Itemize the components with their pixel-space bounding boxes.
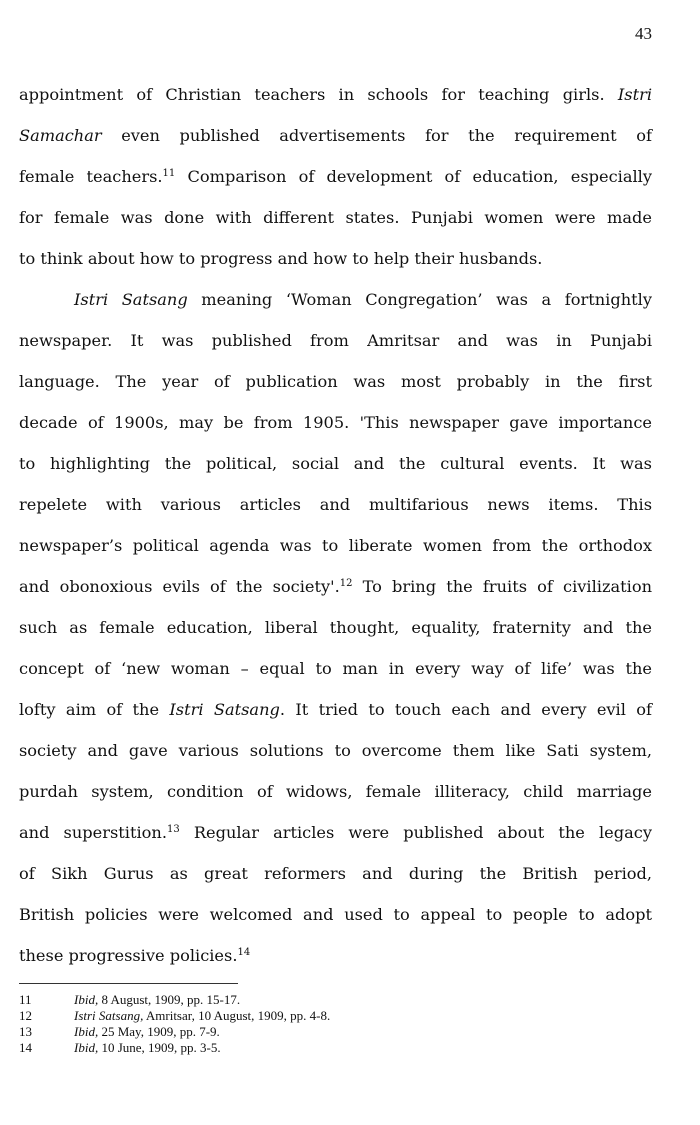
paragraph — [19, 285, 652, 982]
text-line — [19, 490, 652, 531]
italic-title: Istri Satsang — [169, 700, 280, 719]
text-run: To bring the fruits of civilization — [352, 577, 652, 596]
text-run: for female was done with different states. Punjabi women were made — [19, 208, 652, 227]
text-line — [19, 203, 652, 244]
text-line — [19, 367, 652, 408]
text-run: Comparison of development of education, especially — [175, 167, 652, 186]
text-line — [19, 818, 652, 859]
text-line — [19, 244, 652, 285]
footnote-number: 11 — [19, 992, 32, 1007]
italic-title: Istri Satsang — [74, 290, 188, 309]
text-run: and obonoxious evils of the society'. — [19, 577, 340, 596]
text-line — [19, 941, 652, 982]
footnote-text — [74, 1024, 220, 1040]
footnote-text — [74, 1040, 221, 1056]
text-run: meaning ‘Woman Congregation’ was a fortnightly — [187, 290, 652, 309]
footnote-source: Istri Satsang, — [74, 1008, 144, 1023]
footnote-number: 14 — [19, 1040, 32, 1055]
footnote — [19, 992, 330, 1008]
text-run: and superstition. — [19, 823, 167, 842]
italic-title: Istri — [617, 85, 652, 104]
text-run: language. The year of publication was most probably in the first — [19, 372, 652, 391]
text-line — [19, 408, 652, 449]
page-number: 43 — [635, 24, 652, 43]
footnote-reference: 14 — [237, 947, 251, 958]
footnote-citation: 25 May, 1909, pp. 7-9. — [98, 1024, 220, 1039]
footnote-source: Ibid, — [74, 1040, 99, 1055]
footnote-number: 12 — [19, 1008, 32, 1023]
text-line — [19, 572, 652, 613]
footnote — [19, 1008, 330, 1024]
text-line — [19, 613, 652, 654]
text-run: Regular articles were published about the legacy — [179, 823, 652, 842]
footnote — [19, 1024, 330, 1040]
text-line — [19, 531, 652, 572]
footnotes — [19, 992, 330, 1056]
footnote-reference: 12 — [339, 578, 353, 589]
text-line — [19, 80, 652, 121]
text-run: concept of ‘new woman – equal to man in every way of life’ was the — [19, 659, 652, 678]
text-run: female teachers. — [19, 167, 163, 186]
text-line — [19, 449, 652, 490]
text-run: to think about how to progress and how to help their husbands. — [19, 249, 543, 268]
text-line — [19, 695, 652, 736]
text-line — [19, 736, 652, 777]
text-line — [19, 777, 652, 818]
footnote — [19, 1040, 330, 1056]
text-line — [19, 900, 652, 941]
text-line — [19, 859, 652, 900]
text-run: British policies were welcomed and used to appeal to people to adopt — [19, 905, 652, 924]
footnote-reference: 11 — [162, 168, 176, 179]
text-line — [19, 285, 652, 326]
footnote-separator — [19, 983, 238, 984]
footnote-source: Ibid, — [74, 992, 99, 1007]
footnote-number: 13 — [19, 1024, 32, 1039]
paragraph — [19, 80, 652, 285]
footnote-text — [74, 1008, 330, 1024]
text-run: purdah system, condition of widows, female illiteracy, child marriage — [19, 782, 652, 801]
footnote-text — [74, 992, 240, 1008]
text-run: repelete with various articles and multifarious news items. This — [19, 495, 652, 514]
text-line — [19, 326, 652, 367]
text-run: such as female education, liberal thought, equality, fraternity and the — [19, 618, 652, 637]
text-run: to highlighting the political, social and the cultural events. It was — [19, 454, 652, 473]
footnote-source: Ibid, — [74, 1024, 99, 1039]
text-line — [19, 654, 652, 695]
footnote-citation: 10 June, 1909, pp. 3-5. — [98, 1040, 221, 1055]
body-text — [19, 80, 652, 982]
italic-title: Samachar — [19, 126, 102, 145]
text-run: these progressive policies. — [19, 946, 238, 965]
text-line — [19, 121, 652, 162]
text-run: lofty aim of the — [19, 700, 170, 719]
footnote-citation: Amritsar, 10 August, 1909, pp. 4-8. — [143, 1008, 331, 1023]
text-run: newspaper. It was published from Amritsar and was in Punjabi — [19, 331, 652, 350]
text-run: of Sikh Gurus as great reformers and during the British period, — [19, 864, 652, 883]
footnote-reference: 13 — [166, 824, 180, 835]
text-run: appointment of Christian teachers in schools for teaching girls. — [19, 85, 618, 104]
text-run: society and gave various solutions to overcome them like Sati system, — [19, 741, 652, 760]
text-run: newspaper’s political agenda was to liberate women from the orthodox — [19, 536, 652, 555]
footnote-citation: 8 August, 1909, pp. 15-17. — [98, 992, 241, 1007]
text-run: decade of 1900s, may be from 1905. 'This newspaper gave importance — [19, 413, 652, 432]
text-run: even published advertisements for the requirement of — [101, 126, 652, 145]
text-run: . It tried to touch each and every evil of — [279, 700, 652, 719]
text-line — [19, 162, 652, 203]
